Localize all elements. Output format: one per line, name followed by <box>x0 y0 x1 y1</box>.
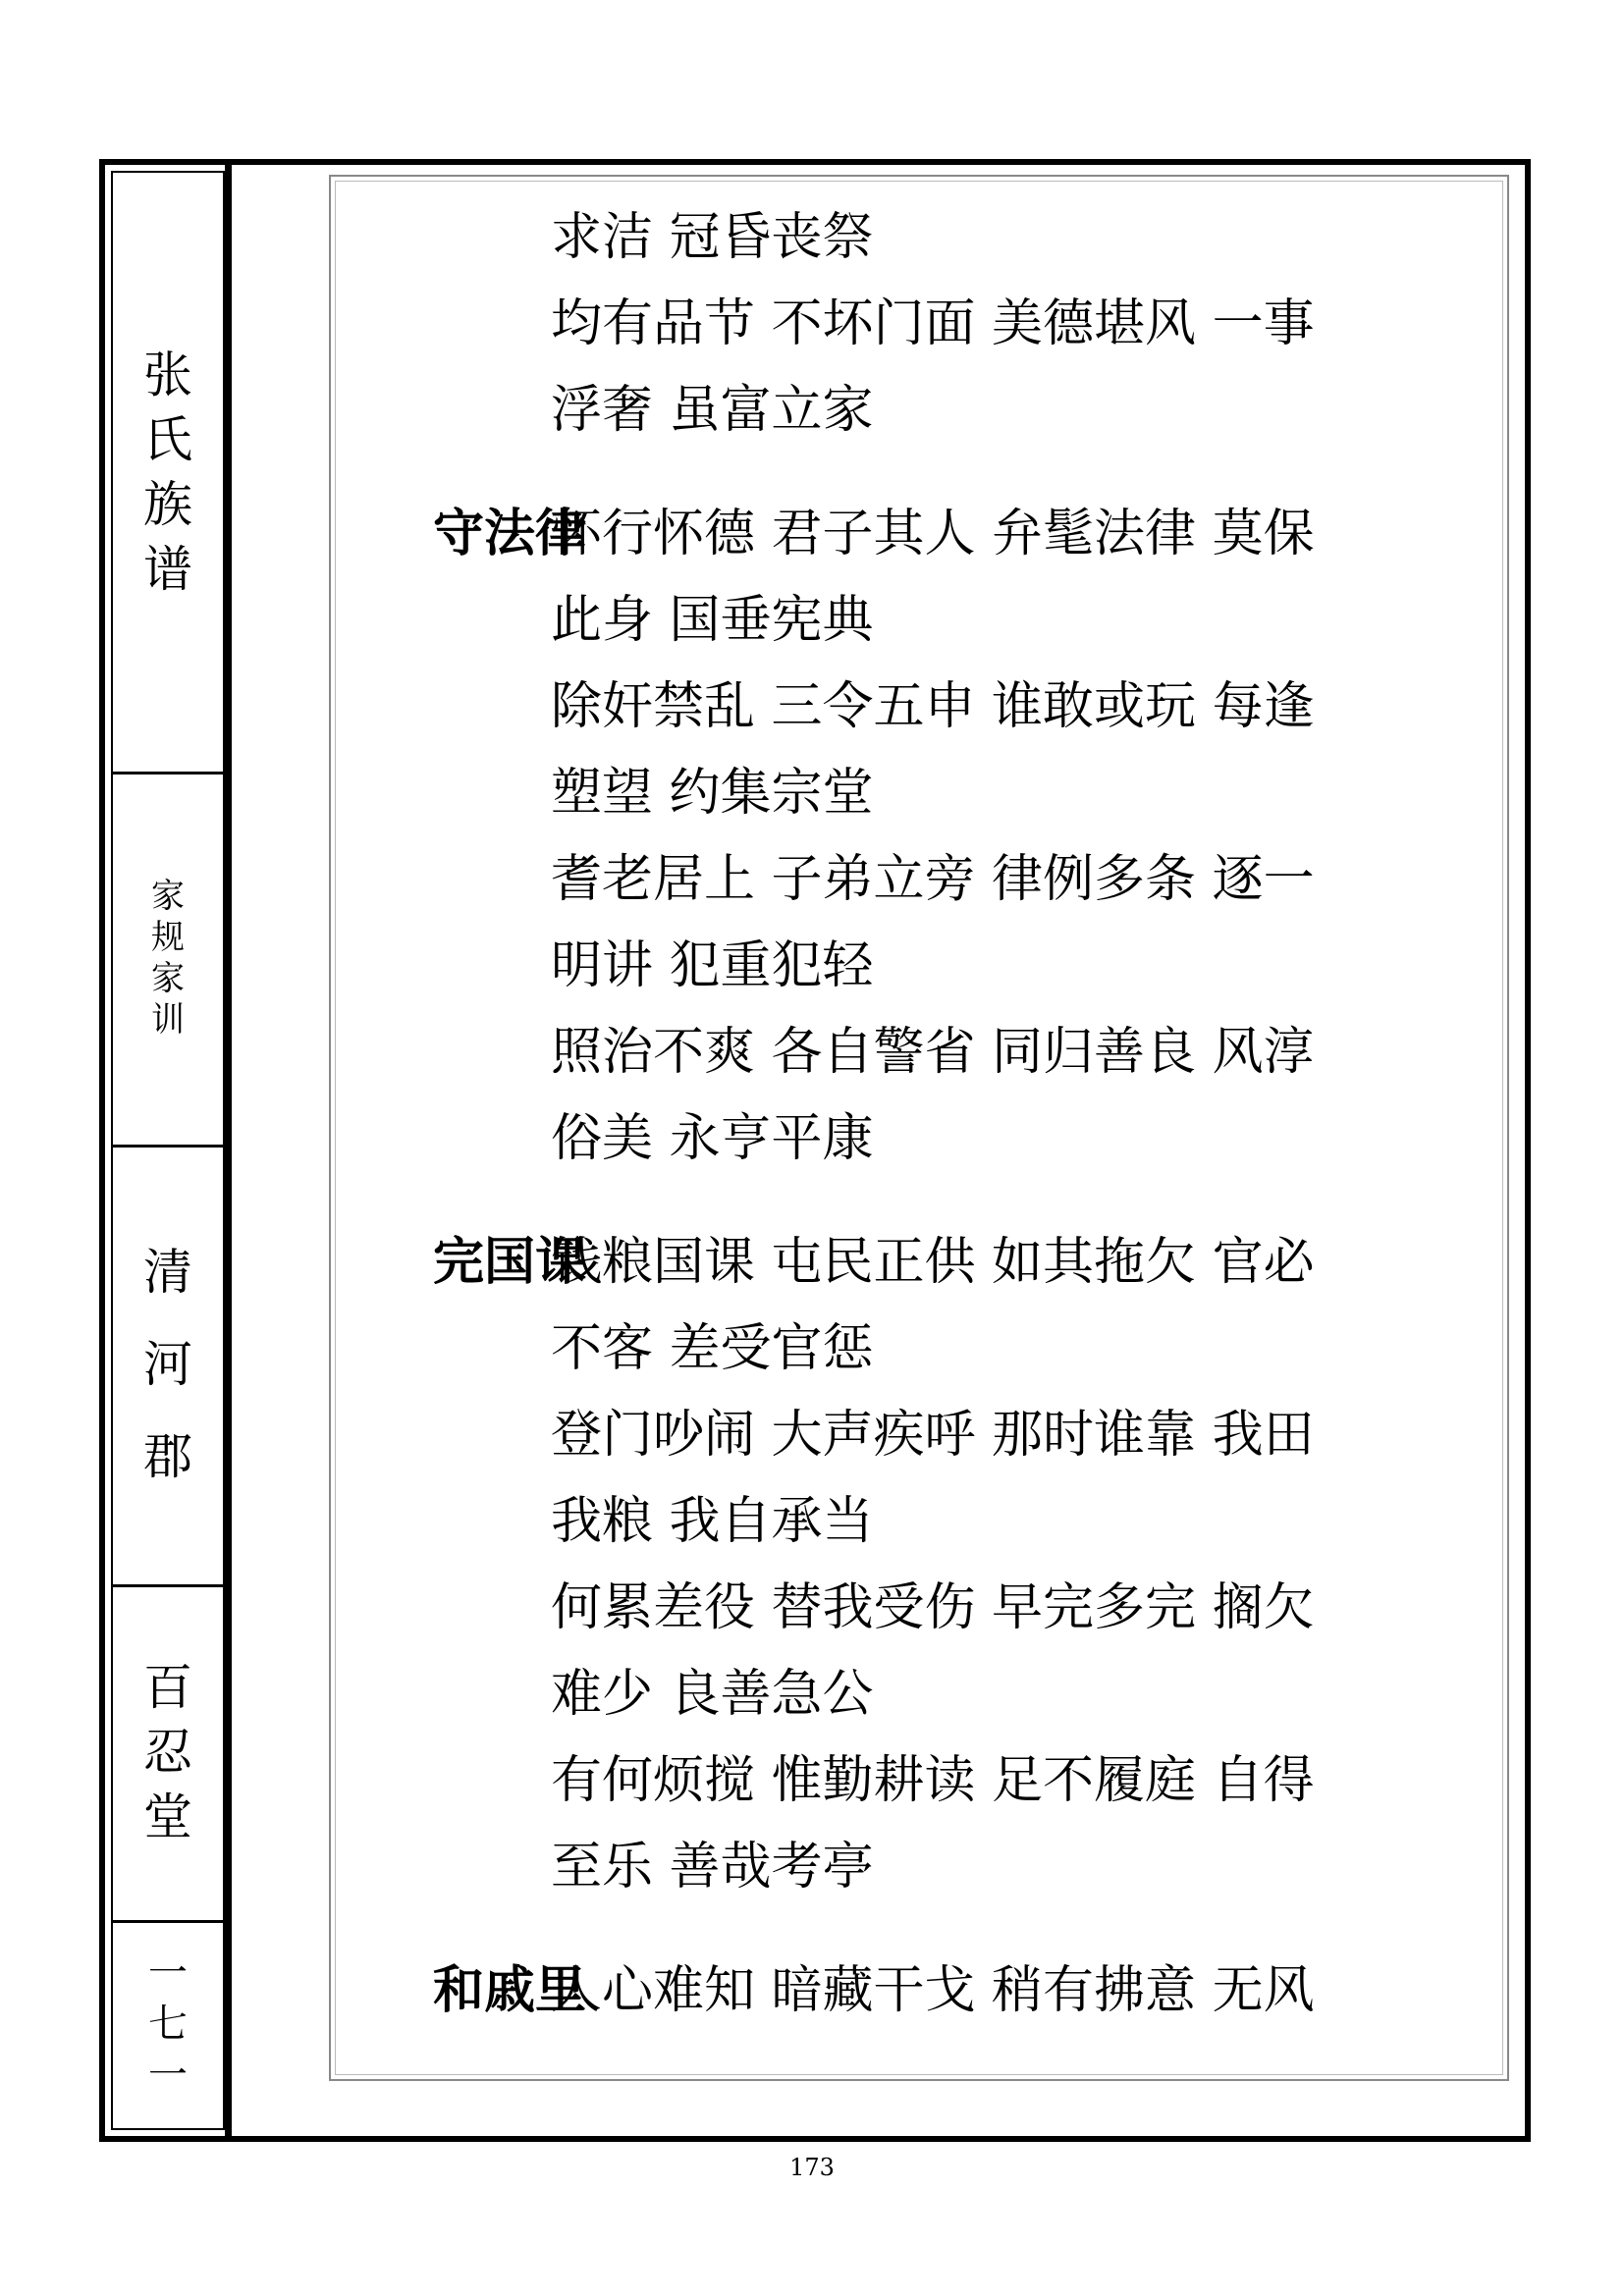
sidebar-leaf-char: 七 <box>148 2002 188 2047</box>
text-line: 怀行怀德 君子其人 弁髦法律 莫保 <box>551 505 1315 563</box>
text-line: 明讲 犯重犯轻 <box>551 936 874 995</box>
paragraph-wan-guo-ke <box>241 1219 1517 1910</box>
text-line: 浮奢 虽富立家 <box>551 381 874 440</box>
text-line: 难少 良善急公 <box>551 1665 874 1724</box>
text-line: 耆老居上 子弟立旁 律例多条 逐一 <box>551 850 1315 909</box>
text-line: 人心难知 暗藏干戈 稍有拂意 无风 <box>551 1961 1315 2020</box>
sidebar-commandery-char: 河 <box>143 1336 192 1393</box>
sidebar-leaf-cell <box>113 1920 223 2128</box>
section-heading: 完国课 <box>433 1233 587 1292</box>
text-line: 塑望 约集宗堂 <box>551 764 874 823</box>
sidebar-section-char: 家 <box>151 959 185 998</box>
sidebar-leaf-char: 一 <box>148 1950 188 1996</box>
sidebar-hall-char: 忍 <box>143 1724 192 1781</box>
section-heading: 守法律 <box>433 505 587 563</box>
paragraph-shou-fa-lv <box>241 491 1517 1182</box>
page-number: 173 <box>789 2154 835 2181</box>
sidebar-section-char: 训 <box>151 1000 185 1040</box>
text-line: 除奸禁乱 三令五申 谁敢或玩 每逢 <box>551 677 1315 736</box>
content-area <box>241 171 1519 2130</box>
paragraph-continuation <box>241 194 1517 454</box>
text-line: 登门吵闹 大声疾呼 那时谁靠 我田 <box>551 1406 1315 1465</box>
sidebar-hall-char: 堂 <box>143 1789 192 1845</box>
sidebar-title-char: 氏 <box>143 411 192 468</box>
text-column <box>241 194 1517 2071</box>
sidebar-title-char: 族 <box>143 476 192 533</box>
sidebar-commandery-cell <box>113 1145 223 1587</box>
sidebar-leaf-char: 一 <box>148 2053 188 2098</box>
sidebar-commandery-char: 郡 <box>143 1428 192 1485</box>
sidebar-section-cell <box>113 772 223 1148</box>
sidebar-divider <box>225 165 232 2136</box>
text-line: 有何烦搅 惟勤耕读 足不履庭 自得 <box>551 1751 1315 1810</box>
text-line: 照治不爽 各自警省 同归善良 风淳 <box>551 1023 1315 1082</box>
sidebar-title-cell <box>113 173 223 774</box>
text-line: 钱粮国课 屯民正供 如其拖欠 官必 <box>551 1233 1315 1292</box>
sidebar-title-char: 张 <box>143 347 192 403</box>
sidebar-hall-char: 百 <box>143 1659 192 1716</box>
text-line: 俗美 永亨平康 <box>551 1109 874 1168</box>
sidebar-hall-cell <box>113 1584 223 1923</box>
sidebar-title-char: 谱 <box>143 541 192 598</box>
section-heading: 和戚里 <box>433 1961 587 2020</box>
sidebar-section-char: 规 <box>151 918 185 957</box>
text-line: 此身 国垂宪典 <box>551 591 874 650</box>
paragraph-he-qi-li <box>241 1948 1517 2034</box>
sidebar-section-char: 家 <box>151 877 185 916</box>
text-line: 何累差役 替我受伤 早完多完 搁欠 <box>551 1578 1315 1637</box>
text-line: 均有品节 不坏门面 美德堪风 一事 <box>551 294 1315 353</box>
sidebar-commandery-char: 清 <box>143 1244 192 1301</box>
text-line: 至乐 善哉考亭 <box>551 1838 874 1896</box>
text-line: 不客 差受官惩 <box>551 1319 874 1378</box>
sidebar <box>111 171 225 2130</box>
page-frame <box>99 159 1531 2142</box>
text-line: 我粮 我自承当 <box>551 1492 874 1551</box>
text-line: 求洁 冠昏丧祭 <box>551 208 874 267</box>
